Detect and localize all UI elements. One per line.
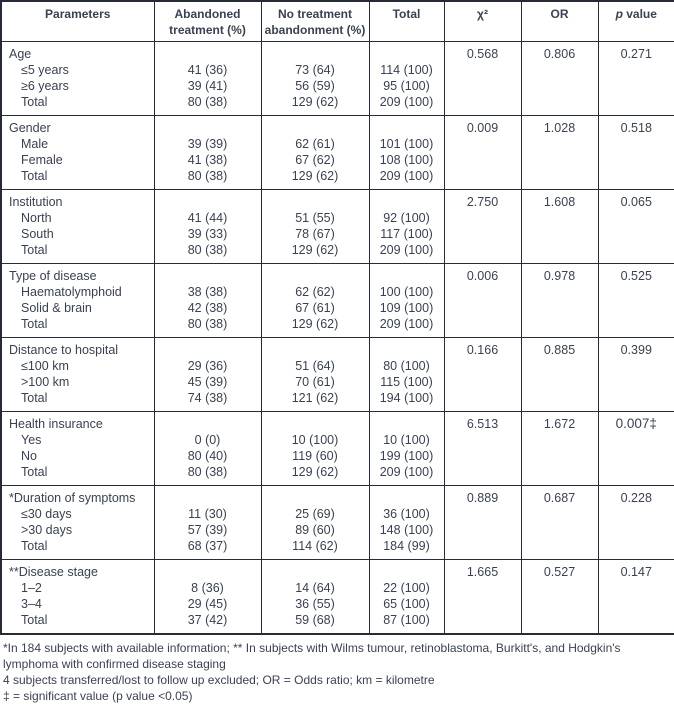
chi-square-cell xyxy=(444,448,521,464)
no-abandonment-cell: 25 (69) xyxy=(261,506,369,522)
p-value-cell xyxy=(598,316,674,338)
category-label-cell: No xyxy=(21,449,37,463)
p-value-cell xyxy=(598,78,674,94)
odds-ratio-cell xyxy=(521,580,598,596)
chi-square-cell xyxy=(444,136,521,152)
no-abandonment-cell xyxy=(261,264,369,285)
total-cell: 65 (100) xyxy=(369,596,444,612)
category-label-cell: >30 days xyxy=(21,523,73,537)
total-cell: 92 (100) xyxy=(369,210,444,226)
category-label-cell: ≥6 years xyxy=(21,79,69,93)
total-cell xyxy=(369,338,444,359)
no-abandonment-cell: 129 (62) xyxy=(261,94,369,116)
p-value-cell xyxy=(598,62,674,78)
chi-square-cell: 0.889 xyxy=(444,486,521,507)
total-cell: 209 (100) xyxy=(369,464,444,486)
p-value-cell: 0.518 xyxy=(598,116,674,137)
abandoned-cell xyxy=(154,486,261,507)
category-label-cell: South xyxy=(21,227,54,241)
odds-ratio-cell xyxy=(521,242,598,264)
col-header-chi-square: χ² xyxy=(444,1,521,42)
odds-ratio-cell xyxy=(521,522,598,538)
footnote-line: 4 subjects transferred/lost to follow up excluded; OR = Odds ratio; km = kilometre xyxy=(3,673,435,687)
odds-ratio-cell: 1.608 xyxy=(521,190,598,211)
odds-ratio-cell: 0.978 xyxy=(521,264,598,285)
chi-square-cell: 1.665 xyxy=(444,560,521,581)
data-row xyxy=(1,242,674,264)
odds-ratio-cell xyxy=(521,432,598,448)
footnotes xyxy=(0,635,674,704)
total-cell: 95 (100) xyxy=(369,78,444,94)
col-header-no-treatment-abandonment: No treatment abandonment (%) xyxy=(261,1,369,42)
data-row xyxy=(1,464,674,486)
data-row xyxy=(1,210,674,226)
data-row xyxy=(1,522,674,538)
data-row xyxy=(1,432,674,448)
abandoned-cell: 80 (38) xyxy=(154,242,261,264)
category-label-cell: North xyxy=(21,211,52,225)
category-label-cell: >100 km xyxy=(21,375,70,389)
abandoned-cell: 38 (38) xyxy=(154,284,261,300)
no-abandonment-cell: 10 (100) xyxy=(261,432,369,448)
parameter-name-cell: *Duration of symptoms xyxy=(1,486,154,507)
section-header-row xyxy=(1,338,674,359)
chi-square-cell xyxy=(444,316,521,338)
chi-square-cell xyxy=(444,522,521,538)
no-abandonment-cell: 89 (60) xyxy=(261,522,369,538)
odds-ratio-cell xyxy=(521,448,598,464)
data-row xyxy=(1,596,674,612)
parameter-name-cell: Health insurance xyxy=(1,412,154,433)
odds-ratio-cell xyxy=(521,464,598,486)
category-label-cell: Total xyxy=(21,95,48,109)
odds-ratio-cell xyxy=(521,226,598,242)
abandoned-cell: 80 (38) xyxy=(154,168,261,190)
odds-ratio-cell: 0.885 xyxy=(521,338,598,359)
odds-ratio-cell xyxy=(521,300,598,316)
total-cell: 80 (100) xyxy=(369,358,444,374)
no-abandonment-cell xyxy=(261,560,369,581)
p-value-italic-p: p xyxy=(615,7,623,21)
parameter-name-cell: Distance to hospital xyxy=(1,338,154,359)
abandoned-cell: 29 (45) xyxy=(154,596,261,612)
section-header-row xyxy=(1,116,674,137)
chi-square-cell xyxy=(444,210,521,226)
chi-square-cell: 6.513 xyxy=(444,412,521,433)
total-cell xyxy=(369,42,444,63)
p-value-cell xyxy=(598,358,674,374)
no-abandonment-cell: 67 (61) xyxy=(261,300,369,316)
parameter-name-cell: Type of disease xyxy=(1,264,154,285)
odds-ratio-cell xyxy=(521,152,598,168)
parameter-name-cell: Age xyxy=(1,42,154,63)
parameter-name-cell: **Disease stage xyxy=(1,560,154,581)
data-row xyxy=(1,374,674,390)
total-cell: 10 (100) xyxy=(369,432,444,448)
parameter-name-cell: Gender xyxy=(1,116,154,137)
category-label-cell: Total xyxy=(21,465,48,479)
chi-square-cell xyxy=(444,300,521,316)
chi-square-cell xyxy=(444,432,521,448)
col-header-total: Total xyxy=(369,1,444,42)
p-value-cell xyxy=(598,226,674,242)
p-value-cell xyxy=(598,448,674,464)
category-label-cell: 3–4 xyxy=(21,597,42,611)
p-value-cell xyxy=(598,284,674,300)
no-abandonment-cell xyxy=(261,412,369,433)
section-header-row xyxy=(1,42,674,63)
chi-square-cell xyxy=(444,152,521,168)
abandoned-cell xyxy=(154,560,261,581)
section-header-row xyxy=(1,560,674,581)
odds-ratio-cell xyxy=(521,506,598,522)
odds-ratio-cell: 0.806 xyxy=(521,42,598,63)
p-value-cell xyxy=(598,522,674,538)
chi-square-cell: 0.166 xyxy=(444,338,521,359)
total-cell: 36 (100) xyxy=(369,506,444,522)
total-cell: 209 (100) xyxy=(369,94,444,116)
data-row xyxy=(1,300,674,316)
p-value-cell xyxy=(598,432,674,448)
chi-square-cell: 2.750 xyxy=(444,190,521,211)
odds-ratio-cell xyxy=(521,136,598,152)
category-label-cell: Haematolymphoid xyxy=(21,285,122,299)
total-cell xyxy=(369,486,444,507)
p-value-cell xyxy=(598,94,674,116)
abandoned-cell xyxy=(154,190,261,211)
odds-ratio-cell xyxy=(521,62,598,78)
footnote-line: lymphoma with confirmed disease staging xyxy=(3,657,226,671)
section-header-row xyxy=(1,412,674,433)
no-abandonment-cell: 129 (62) xyxy=(261,168,369,190)
data-row xyxy=(1,538,674,560)
col-header-p-value xyxy=(598,1,674,42)
abandoned-cell xyxy=(154,264,261,285)
chi-square-cell xyxy=(444,464,521,486)
data-row xyxy=(1,78,674,94)
no-abandonment-cell: 14 (64) xyxy=(261,580,369,596)
p-value-cell xyxy=(598,136,674,152)
chi-square-cell: 0.568 xyxy=(444,42,521,63)
data-row xyxy=(1,152,674,168)
chi-square-cell xyxy=(444,612,521,634)
category-label-cell: Total xyxy=(21,613,48,627)
total-cell xyxy=(369,412,444,433)
p-value-cell xyxy=(598,374,674,390)
abandoned-cell: 41 (38) xyxy=(154,152,261,168)
no-abandonment-cell: 51 (64) xyxy=(261,358,369,374)
data-row xyxy=(1,612,674,634)
total-cell: 194 (100) xyxy=(369,390,444,412)
abandoned-cell: 39 (39) xyxy=(154,136,261,152)
abandoned-cell xyxy=(154,42,261,63)
total-cell: 184 (99) xyxy=(369,538,444,560)
no-abandonment-cell: 114 (62) xyxy=(261,538,369,560)
category-label-cell: ≤5 years xyxy=(21,63,69,77)
data-row xyxy=(1,284,674,300)
chi-square-cell: 0.009 xyxy=(444,116,521,137)
odds-ratio-cell xyxy=(521,168,598,190)
abandoned-cell: 11 (30) xyxy=(154,506,261,522)
abandoned-cell: 80 (40) xyxy=(154,448,261,464)
chi-square-cell xyxy=(444,78,521,94)
p-value-cell xyxy=(598,612,674,634)
no-abandonment-cell xyxy=(261,116,369,137)
no-abandonment-cell: 70 (61) xyxy=(261,374,369,390)
p-value-cell xyxy=(598,538,674,560)
p-value-cell xyxy=(598,464,674,486)
section-header-row xyxy=(1,190,674,211)
no-abandonment-cell: 78 (67) xyxy=(261,226,369,242)
footnote-line: *In 184 subjects with available information; ** In subjects with Wilms tumour, retinoblastoma, Burkitt's, and Hodgkin's xyxy=(3,641,621,655)
odds-ratio-cell xyxy=(521,596,598,612)
abandoned-cell: 0 (0) xyxy=(154,432,261,448)
abandoned-cell: 41 (36) xyxy=(154,62,261,78)
abandoned-cell: 80 (38) xyxy=(154,94,261,116)
p-value-cell xyxy=(598,390,674,412)
total-cell: 114 (100) xyxy=(369,62,444,78)
chi-square-cell xyxy=(444,62,521,78)
p-value-cell: 0.399 xyxy=(598,338,674,359)
category-label-cell: Total xyxy=(21,317,48,331)
p-value-cell xyxy=(598,210,674,226)
category-label-cell: Female xyxy=(21,153,63,167)
no-abandonment-cell: 67 (62) xyxy=(261,152,369,168)
odds-ratio-cell xyxy=(521,374,598,390)
abandoned-cell: 41 (44) xyxy=(154,210,261,226)
p-value-cell: 0.525 xyxy=(598,264,674,285)
no-abandonment-cell: 62 (62) xyxy=(261,284,369,300)
abandoned-cell: 42 (38) xyxy=(154,300,261,316)
abandoned-cell: 39 (33) xyxy=(154,226,261,242)
category-label-cell: 1–2 xyxy=(21,581,42,595)
chi-square-cell xyxy=(444,374,521,390)
no-abandonment-cell xyxy=(261,42,369,63)
total-cell xyxy=(369,116,444,137)
category-label-cell: Male xyxy=(21,137,49,151)
odds-ratio-cell: 0.687 xyxy=(521,486,598,507)
total-cell xyxy=(369,264,444,285)
no-abandonment-cell: 129 (62) xyxy=(261,464,369,486)
data-row xyxy=(1,168,674,190)
no-abandonment-cell: 129 (62) xyxy=(261,316,369,338)
abandoned-cell: 29 (36) xyxy=(154,358,261,374)
data-row xyxy=(1,94,674,116)
p-value-cell: 0.065 xyxy=(598,190,674,211)
category-label-cell: Solid & brain xyxy=(21,301,92,315)
p-value-cell: 0.007‡ xyxy=(598,412,674,433)
total-cell: 148 (100) xyxy=(369,522,444,538)
no-abandonment-cell: 56 (59) xyxy=(261,78,369,94)
chi-square-cell xyxy=(444,168,521,190)
total-cell: 117 (100) xyxy=(369,226,444,242)
data-row xyxy=(1,136,674,152)
category-label-cell: Yes xyxy=(21,433,42,447)
p-value-cell xyxy=(598,580,674,596)
odds-ratio-cell xyxy=(521,284,598,300)
total-cell xyxy=(369,190,444,211)
section-header-row xyxy=(1,264,674,285)
total-cell: 22 (100) xyxy=(369,580,444,596)
no-abandonment-cell: 119 (60) xyxy=(261,448,369,464)
chi-square-cell xyxy=(444,580,521,596)
chi-square-cell xyxy=(444,506,521,522)
col-header-parameters: Parameters xyxy=(1,1,154,42)
total-cell: 209 (100) xyxy=(369,316,444,338)
p-value-cell xyxy=(598,242,674,264)
p-value-cell: 0.271 xyxy=(598,42,674,63)
total-cell: 101 (100) xyxy=(369,136,444,152)
p-value-cell xyxy=(598,596,674,612)
total-cell: 109 (100) xyxy=(369,300,444,316)
odds-ratio-cell xyxy=(521,390,598,412)
abandoned-cell: 68 (37) xyxy=(154,538,261,560)
col-header-odds-ratio: OR xyxy=(521,1,598,42)
odds-ratio-cell: 0.527 xyxy=(521,560,598,581)
total-cell: 100 (100) xyxy=(369,284,444,300)
abandoned-cell: 74 (38) xyxy=(154,390,261,412)
odds-ratio-cell xyxy=(521,78,598,94)
data-row xyxy=(1,62,674,78)
odds-ratio-cell xyxy=(521,538,598,560)
p-value-cell xyxy=(598,152,674,168)
no-abandonment-cell: 121 (62) xyxy=(261,390,369,412)
odds-ratio-cell: 1.028 xyxy=(521,116,598,137)
p-value-cell xyxy=(598,300,674,316)
no-abandonment-cell: 36 (55) xyxy=(261,596,369,612)
data-row xyxy=(1,358,674,374)
total-cell: 209 (100) xyxy=(369,168,444,190)
chi-square-cell xyxy=(444,538,521,560)
chi-square-cell xyxy=(444,358,521,374)
odds-ratio-cell xyxy=(521,94,598,116)
category-label-cell: Total xyxy=(21,391,48,405)
abandoned-cell xyxy=(154,116,261,137)
total-cell: 115 (100) xyxy=(369,374,444,390)
abandoned-cell: 37 (42) xyxy=(154,612,261,634)
table-header xyxy=(1,1,674,42)
p-value-cell: 0.147 xyxy=(598,560,674,581)
data-row xyxy=(1,506,674,522)
abandoned-cell: 80 (38) xyxy=(154,316,261,338)
abandoned-cell: 45 (39) xyxy=(154,374,261,390)
abandoned-cell xyxy=(154,412,261,433)
total-cell xyxy=(369,560,444,581)
category-label-cell: Total xyxy=(21,243,48,257)
odds-ratio-cell: 1.672 xyxy=(521,412,598,433)
no-abandonment-cell xyxy=(261,486,369,507)
total-cell: 87 (100) xyxy=(369,612,444,634)
no-abandonment-cell: 73 (64) xyxy=(261,62,369,78)
footnote-line: ‡ = significant value (p value <0.05) xyxy=(3,689,193,703)
chi-square-cell xyxy=(444,242,521,264)
section-header-row xyxy=(1,486,674,507)
abandoned-cell: 8 (36) xyxy=(154,580,261,596)
chi-square-cell xyxy=(444,284,521,300)
chi-square-cell xyxy=(444,596,521,612)
col-header-abandoned-treatment: Abandoned treatment (%) xyxy=(154,1,261,42)
abandoned-cell: 80 (38) xyxy=(154,464,261,486)
no-abandonment-cell: 59 (68) xyxy=(261,612,369,634)
no-abandonment-cell: 62 (61) xyxy=(261,136,369,152)
no-abandonment-cell: 129 (62) xyxy=(261,242,369,264)
abandoned-cell: 57 (39) xyxy=(154,522,261,538)
chi-square-cell xyxy=(444,390,521,412)
category-label-cell: ≤30 days xyxy=(21,507,72,521)
p-value-cell xyxy=(598,506,674,522)
total-cell: 199 (100) xyxy=(369,448,444,464)
header-row xyxy=(1,1,674,42)
abandoned-cell xyxy=(154,338,261,359)
total-cell: 108 (100) xyxy=(369,152,444,168)
p-value-cell: 0.228 xyxy=(598,486,674,507)
parameter-name-cell: Institution xyxy=(1,190,154,211)
odds-ratio-cell xyxy=(521,316,598,338)
p-value-cell xyxy=(598,168,674,190)
data-row xyxy=(1,448,674,464)
data-row xyxy=(1,390,674,412)
total-cell: 209 (100) xyxy=(369,242,444,264)
odds-ratio-cell xyxy=(521,612,598,634)
chi-square-cell xyxy=(444,226,521,242)
odds-ratio-cell xyxy=(521,210,598,226)
category-label-cell: ≤100 km xyxy=(21,359,69,373)
chi-square-cell: 0.006 xyxy=(444,264,521,285)
abandoned-cell: 39 (41) xyxy=(154,78,261,94)
no-abandonment-cell xyxy=(261,190,369,211)
chi-square-cell xyxy=(444,94,521,116)
no-abandonment-cell xyxy=(261,338,369,359)
category-label-cell: Total xyxy=(21,539,48,553)
data-row xyxy=(1,580,674,596)
data-row xyxy=(1,316,674,338)
data-row xyxy=(1,226,674,242)
table-body xyxy=(1,42,674,635)
no-abandonment-cell: 51 (55) xyxy=(261,210,369,226)
category-label-cell: Total xyxy=(21,169,48,183)
p-value-rest: value xyxy=(622,7,657,21)
odds-ratio-cell xyxy=(521,358,598,374)
